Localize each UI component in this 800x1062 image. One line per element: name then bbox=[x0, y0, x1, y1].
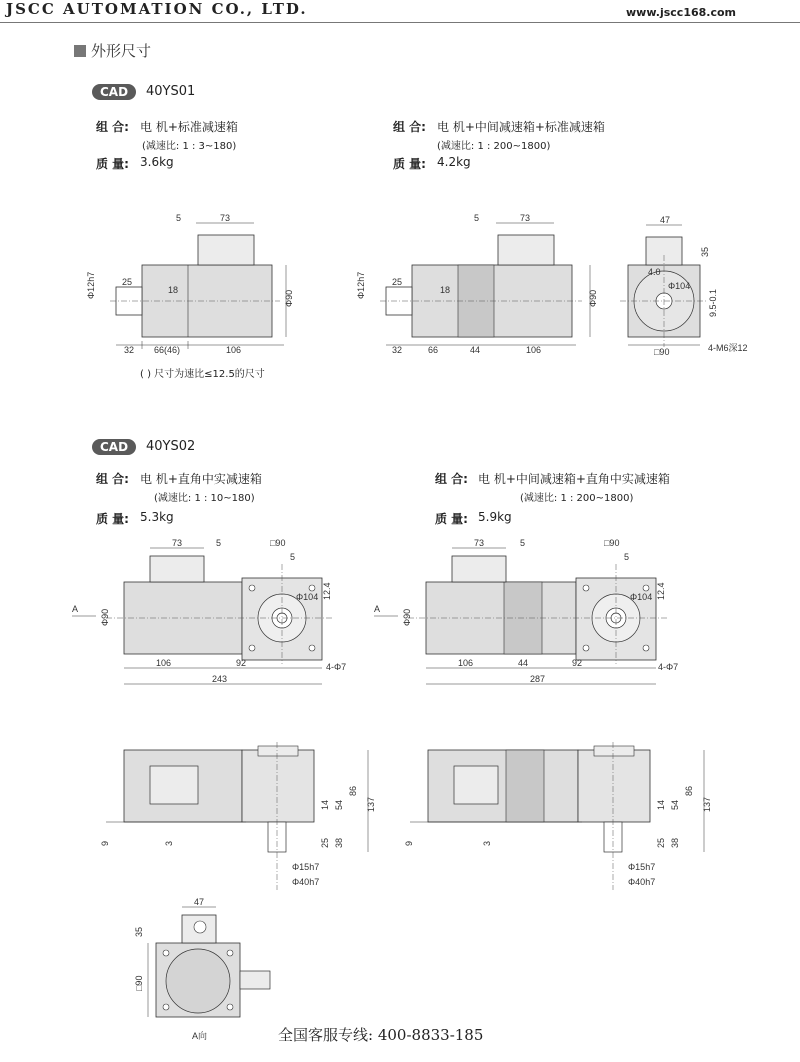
dim-label: 73 bbox=[220, 213, 231, 223]
mass-label: 质 量: bbox=[393, 157, 426, 171]
dim-label: 243 bbox=[212, 674, 228, 684]
dim-label: 12.4 bbox=[322, 582, 332, 600]
dim-label: 5 bbox=[176, 213, 182, 223]
combo-value: 电 机+中间减速箱+标准减速箱 bbox=[437, 120, 605, 134]
model-40ys02: 40YS02 bbox=[146, 439, 196, 454]
mass-label: 质 量: bbox=[96, 512, 129, 526]
dim-label: 66 bbox=[428, 345, 439, 355]
dim-label: □90 bbox=[270, 538, 286, 548]
dim-label: 25 bbox=[122, 277, 133, 287]
model-40ys01: 40YS01 bbox=[146, 84, 196, 99]
dim-label: 137 bbox=[366, 796, 376, 812]
ratio-text: (减速比: 1 : 200~1800) bbox=[520, 493, 634, 504]
dim-label: Φ90 bbox=[100, 608, 110, 626]
dim-label: 92 bbox=[572, 658, 583, 668]
drawing-40ys01-standard bbox=[80, 205, 300, 370]
dim-label: 3 bbox=[482, 840, 492, 846]
dim-label: 4-Φ7 bbox=[658, 662, 679, 672]
mass-value: 4.2kg bbox=[437, 155, 471, 169]
dim-label: 25 bbox=[320, 837, 330, 848]
combo-label: 组 合: bbox=[96, 120, 129, 134]
customer-service-hotline: 全国客服专线: 400-8833-185 bbox=[278, 1026, 484, 1044]
dim-label: 4-Φ7 bbox=[326, 662, 347, 672]
dim-label: 106 bbox=[458, 658, 474, 668]
dim-label: 9.5-0.1 bbox=[708, 288, 718, 317]
dim-label: 4.0 bbox=[648, 267, 661, 277]
dim-label: A bbox=[72, 604, 79, 614]
dim-label: 73 bbox=[520, 213, 531, 223]
cad-badge-2: CAD bbox=[92, 439, 136, 455]
dim-label: 12.4 bbox=[656, 582, 666, 600]
dim-label: A bbox=[374, 604, 381, 614]
section-title bbox=[74, 40, 151, 61]
dim-label: 86 bbox=[684, 785, 694, 796]
combo-label: 组 合: bbox=[435, 472, 468, 486]
dim-label: 66(46) bbox=[154, 345, 181, 355]
dim-label: Φ90 bbox=[588, 289, 598, 307]
dim-label: 5 bbox=[520, 538, 526, 548]
dim-label: Φ104 bbox=[668, 281, 691, 291]
dim-label: 5 bbox=[216, 538, 222, 548]
dim-label: 73 bbox=[474, 538, 485, 548]
dim-label: 18 bbox=[168, 285, 179, 295]
dim-label: 44 bbox=[518, 658, 529, 668]
dim-label: 18 bbox=[440, 285, 451, 295]
dim-label: 287 bbox=[530, 674, 546, 684]
dim-label: 14 bbox=[320, 799, 330, 810]
company-name: JSCC AUTOMATION CO., LTD. bbox=[6, 0, 308, 18]
drawing-40ys02-side-view bbox=[96, 740, 386, 895]
combo-label: 组 合: bbox=[96, 472, 129, 486]
dim-label: A向 bbox=[192, 1031, 208, 1041]
dim-label: 137 bbox=[702, 796, 712, 812]
dim-label: □90 bbox=[134, 975, 144, 991]
dim-label: Φ12h7 bbox=[356, 271, 366, 299]
dim-label: 5 bbox=[624, 552, 630, 562]
dimension-note: ( ) 尺寸为速比≤12.5的尺寸 bbox=[140, 369, 265, 380]
dim-label: 5 bbox=[290, 552, 296, 562]
mass-label: 质 量: bbox=[435, 512, 468, 526]
dim-label: □90 bbox=[654, 347, 670, 357]
combo-value: 电 机+中间减速箱+直角中实减速箱 bbox=[478, 472, 670, 486]
dim-label: Φ104 bbox=[630, 592, 653, 602]
mass-value: 5.9kg bbox=[478, 510, 512, 524]
dim-label: Φ15h7 bbox=[628, 862, 656, 872]
dim-label: 106 bbox=[526, 345, 542, 355]
dim-label: □90 bbox=[604, 538, 620, 548]
dim-label: Φ12h7 bbox=[86, 271, 96, 299]
drawing-40ys01-end-view bbox=[612, 205, 772, 365]
ratio-text: (减速比: 1 : 10~180) bbox=[154, 493, 255, 504]
dim-label: 106 bbox=[156, 658, 172, 668]
dim-label: 9 bbox=[404, 840, 414, 846]
ratio-text: (减速比: 1 : 3~180) bbox=[142, 141, 237, 152]
dim-label: 25 bbox=[392, 277, 403, 287]
square-bullet-icon bbox=[74, 45, 86, 57]
dim-label: 106 bbox=[226, 345, 242, 355]
section-title-text: 外形尺寸 bbox=[91, 42, 152, 60]
dim-label: 73 bbox=[172, 538, 183, 548]
dim-label: 44 bbox=[470, 345, 481, 355]
drawing-40ys02-intermediate-side-view bbox=[400, 740, 720, 895]
dim-label: 86 bbox=[348, 785, 358, 796]
dim-label: 54 bbox=[670, 799, 680, 810]
dim-label: 3 bbox=[164, 840, 174, 846]
dim-label: 32 bbox=[392, 345, 403, 355]
dim-label: 9 bbox=[100, 840, 110, 846]
dim-label: Φ15h7 bbox=[292, 862, 320, 872]
dim-label: 38 bbox=[670, 837, 680, 848]
drawing-40ys01-intermediate bbox=[350, 205, 610, 365]
drawing-40ys02-right-angle bbox=[66, 530, 366, 695]
dim-label: 92 bbox=[236, 658, 247, 668]
dim-label: 14 bbox=[656, 799, 666, 810]
dim-label: 54 bbox=[334, 799, 344, 810]
dim-label: 4-M6深12 bbox=[708, 343, 748, 353]
dim-label: Φ40h7 bbox=[292, 877, 320, 887]
dim-label: 35 bbox=[134, 926, 144, 937]
combo-value: 电 机+标准减速箱 bbox=[140, 120, 238, 134]
website-url[interactable]: www.jscc168.com bbox=[626, 6, 736, 19]
dim-label: 32 bbox=[124, 345, 135, 355]
dim-label: Φ40h7 bbox=[628, 877, 656, 887]
drawing-40ys02-front-view-a bbox=[130, 895, 290, 1055]
drawing-40ys02-intermediate-right-angle bbox=[368, 530, 698, 695]
dim-label: 25 bbox=[656, 837, 666, 848]
dim-label: Φ104 bbox=[296, 592, 319, 602]
dim-label: 47 bbox=[660, 215, 671, 225]
mass-value: 5.3kg bbox=[140, 510, 174, 524]
combo-label: 组 合: bbox=[393, 120, 426, 134]
dim-label: 5 bbox=[474, 213, 480, 223]
mass-label: 质 量: bbox=[96, 157, 129, 171]
cad-badge-1: CAD bbox=[92, 84, 136, 100]
dim-label: 38 bbox=[334, 837, 344, 848]
dim-label: Φ90 bbox=[402, 608, 412, 626]
combo-value: 电 机+直角中实减速箱 bbox=[140, 472, 262, 486]
dim-label: Φ90 bbox=[284, 289, 294, 307]
dim-label: 35 bbox=[700, 246, 710, 257]
header-divider bbox=[0, 22, 800, 23]
mass-value: 3.6kg bbox=[140, 155, 174, 169]
ratio-text: (减速比: 1 : 200~1800) bbox=[437, 141, 551, 152]
dim-label: 47 bbox=[194, 897, 205, 907]
